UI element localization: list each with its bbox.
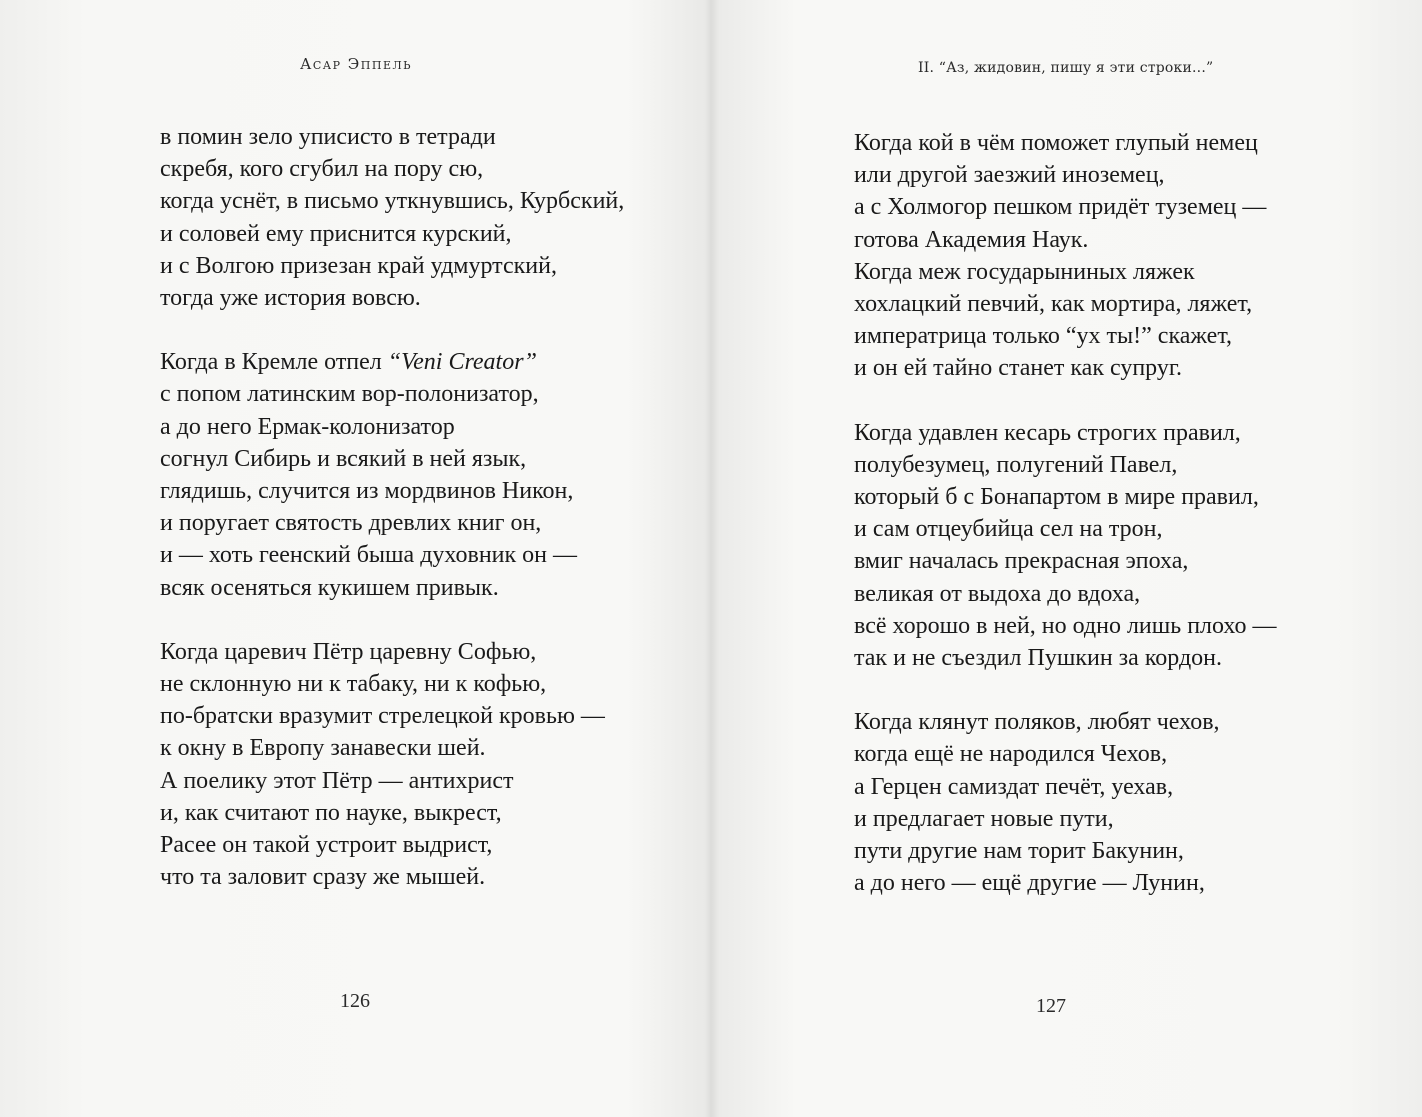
verse-line: Когда меж государыниных ляжек	[854, 258, 1195, 285]
verse-line: А поелику этот Пётр — антихрист	[160, 767, 514, 794]
verse-line-start: Когда в Кремле отпел	[160, 349, 388, 376]
verse-line: согнул Сибирь и всякий в ней язык,	[160, 445, 527, 472]
right-page	[711, 0, 1422, 1117]
poem-text-left	[160, 121, 624, 893]
poem-text-right	[854, 127, 1277, 899]
verse-line: готова Академия Наук.	[854, 226, 1089, 253]
verse-line: не склонную ни к табаку, ни к кофью,	[160, 671, 547, 698]
verse-line: тогда уже история вовсю.	[160, 285, 421, 312]
verse-line: когда ещё не народился Чехов,	[854, 741, 1168, 768]
verse-line: Расее он такой устроит выдрист,	[160, 832, 493, 859]
verse-line: в помин зело уписисто в тетради	[160, 124, 496, 150]
latin-hymn-title: “Veni Creator”	[387, 349, 537, 376]
verse-line: к окну в Европу занавески шей.	[160, 735, 486, 762]
verse-line: по-братски вразумит стрелецкой кровью —	[160, 703, 605, 730]
verse-line: и с Волгою призезан край удмуртский,	[160, 252, 557, 279]
verse-line: Когда удавлен кесарь строгих правил,	[854, 419, 1241, 446]
verse-line: и — хоть геенский быша духовник он —	[160, 542, 578, 569]
verse-line: или другой заезжий иноземец,	[854, 162, 1165, 189]
verse-line: и, как считают по науке, выкрест,	[160, 799, 502, 826]
verse-line: вмиг началась прекрасная эпоха,	[854, 548, 1189, 575]
stanza	[160, 346, 624, 604]
running-head-author: Асар Эппель	[300, 55, 413, 73]
verse-line: Когда кой в чём поможет глупый немец	[854, 130, 1258, 156]
verse-line: Когда царевич Пётр царевну Софью,	[160, 638, 537, 665]
verse-line: и сам отцеубийца сел на трон,	[854, 516, 1163, 543]
stanza	[160, 121, 624, 314]
verse-line: с попом латинским вор-полонизатор,	[160, 381, 539, 408]
verse-line: и поругает святость древлих книг он,	[160, 510, 542, 537]
verse-line: полубезумец, полугений Павел,	[854, 451, 1178, 478]
stanza	[160, 636, 624, 894]
page-number: 126	[340, 990, 370, 1012]
verse-line: скребя, кого сгубил на пору сю,	[160, 156, 484, 183]
verse-line: и соловей ему приснится курский,	[160, 220, 512, 247]
verse-line: когда уснёт, в письмо уткнувшись, Курбский,	[160, 188, 625, 215]
verse-line: императрица только “ух ты!” скажет,	[854, 323, 1233, 350]
verse-line: а до него Ермак-колонизатор	[160, 413, 455, 440]
verse-line: а до него — ещё другие — Лунин,	[854, 870, 1205, 897]
verse-line: а с Холмогор пешком придёт туземец —	[854, 194, 1267, 221]
verse-line: который б с Бонапартом в мире правил,	[854, 484, 1259, 511]
verse-line: и он ей тайно станет как супруг.	[854, 355, 1182, 382]
verse-line: пути другие нам торит Бакунин,	[854, 838, 1184, 865]
verse-line: и предлагает новые пути,	[854, 805, 1114, 832]
verse-line: великая от выдоха до вдоха,	[854, 580, 1141, 607]
verse-line: всё хорошо в ней, но одно лишь плохо —	[854, 612, 1277, 639]
verse-line: всяк осеняться кукишем привык.	[160, 574, 499, 601]
verse-line: Когда клянут поляков, любят чехов,	[854, 709, 1220, 736]
stanza	[854, 706, 1277, 899]
verse-line: а Герцен самиздат печёт, уехав,	[854, 773, 1174, 800]
stanza	[854, 417, 1277, 675]
verse-line	[160, 346, 624, 378]
page-number: 127	[1036, 995, 1066, 1017]
verse-line: глядишь, случится из мордвинов Никон,	[160, 478, 574, 505]
stanza	[854, 127, 1277, 385]
verse-line: так и не съездил Пушкин за кордон.	[854, 645, 1222, 672]
running-head-section: II. “Аз, жидовин, пишу я эти строки...”	[918, 60, 1214, 76]
verse-line: хохлацкий певчий, как мортира, ляжет,	[854, 291, 1253, 318]
verse-line: что та заловит сразу же мышей.	[160, 864, 486, 891]
